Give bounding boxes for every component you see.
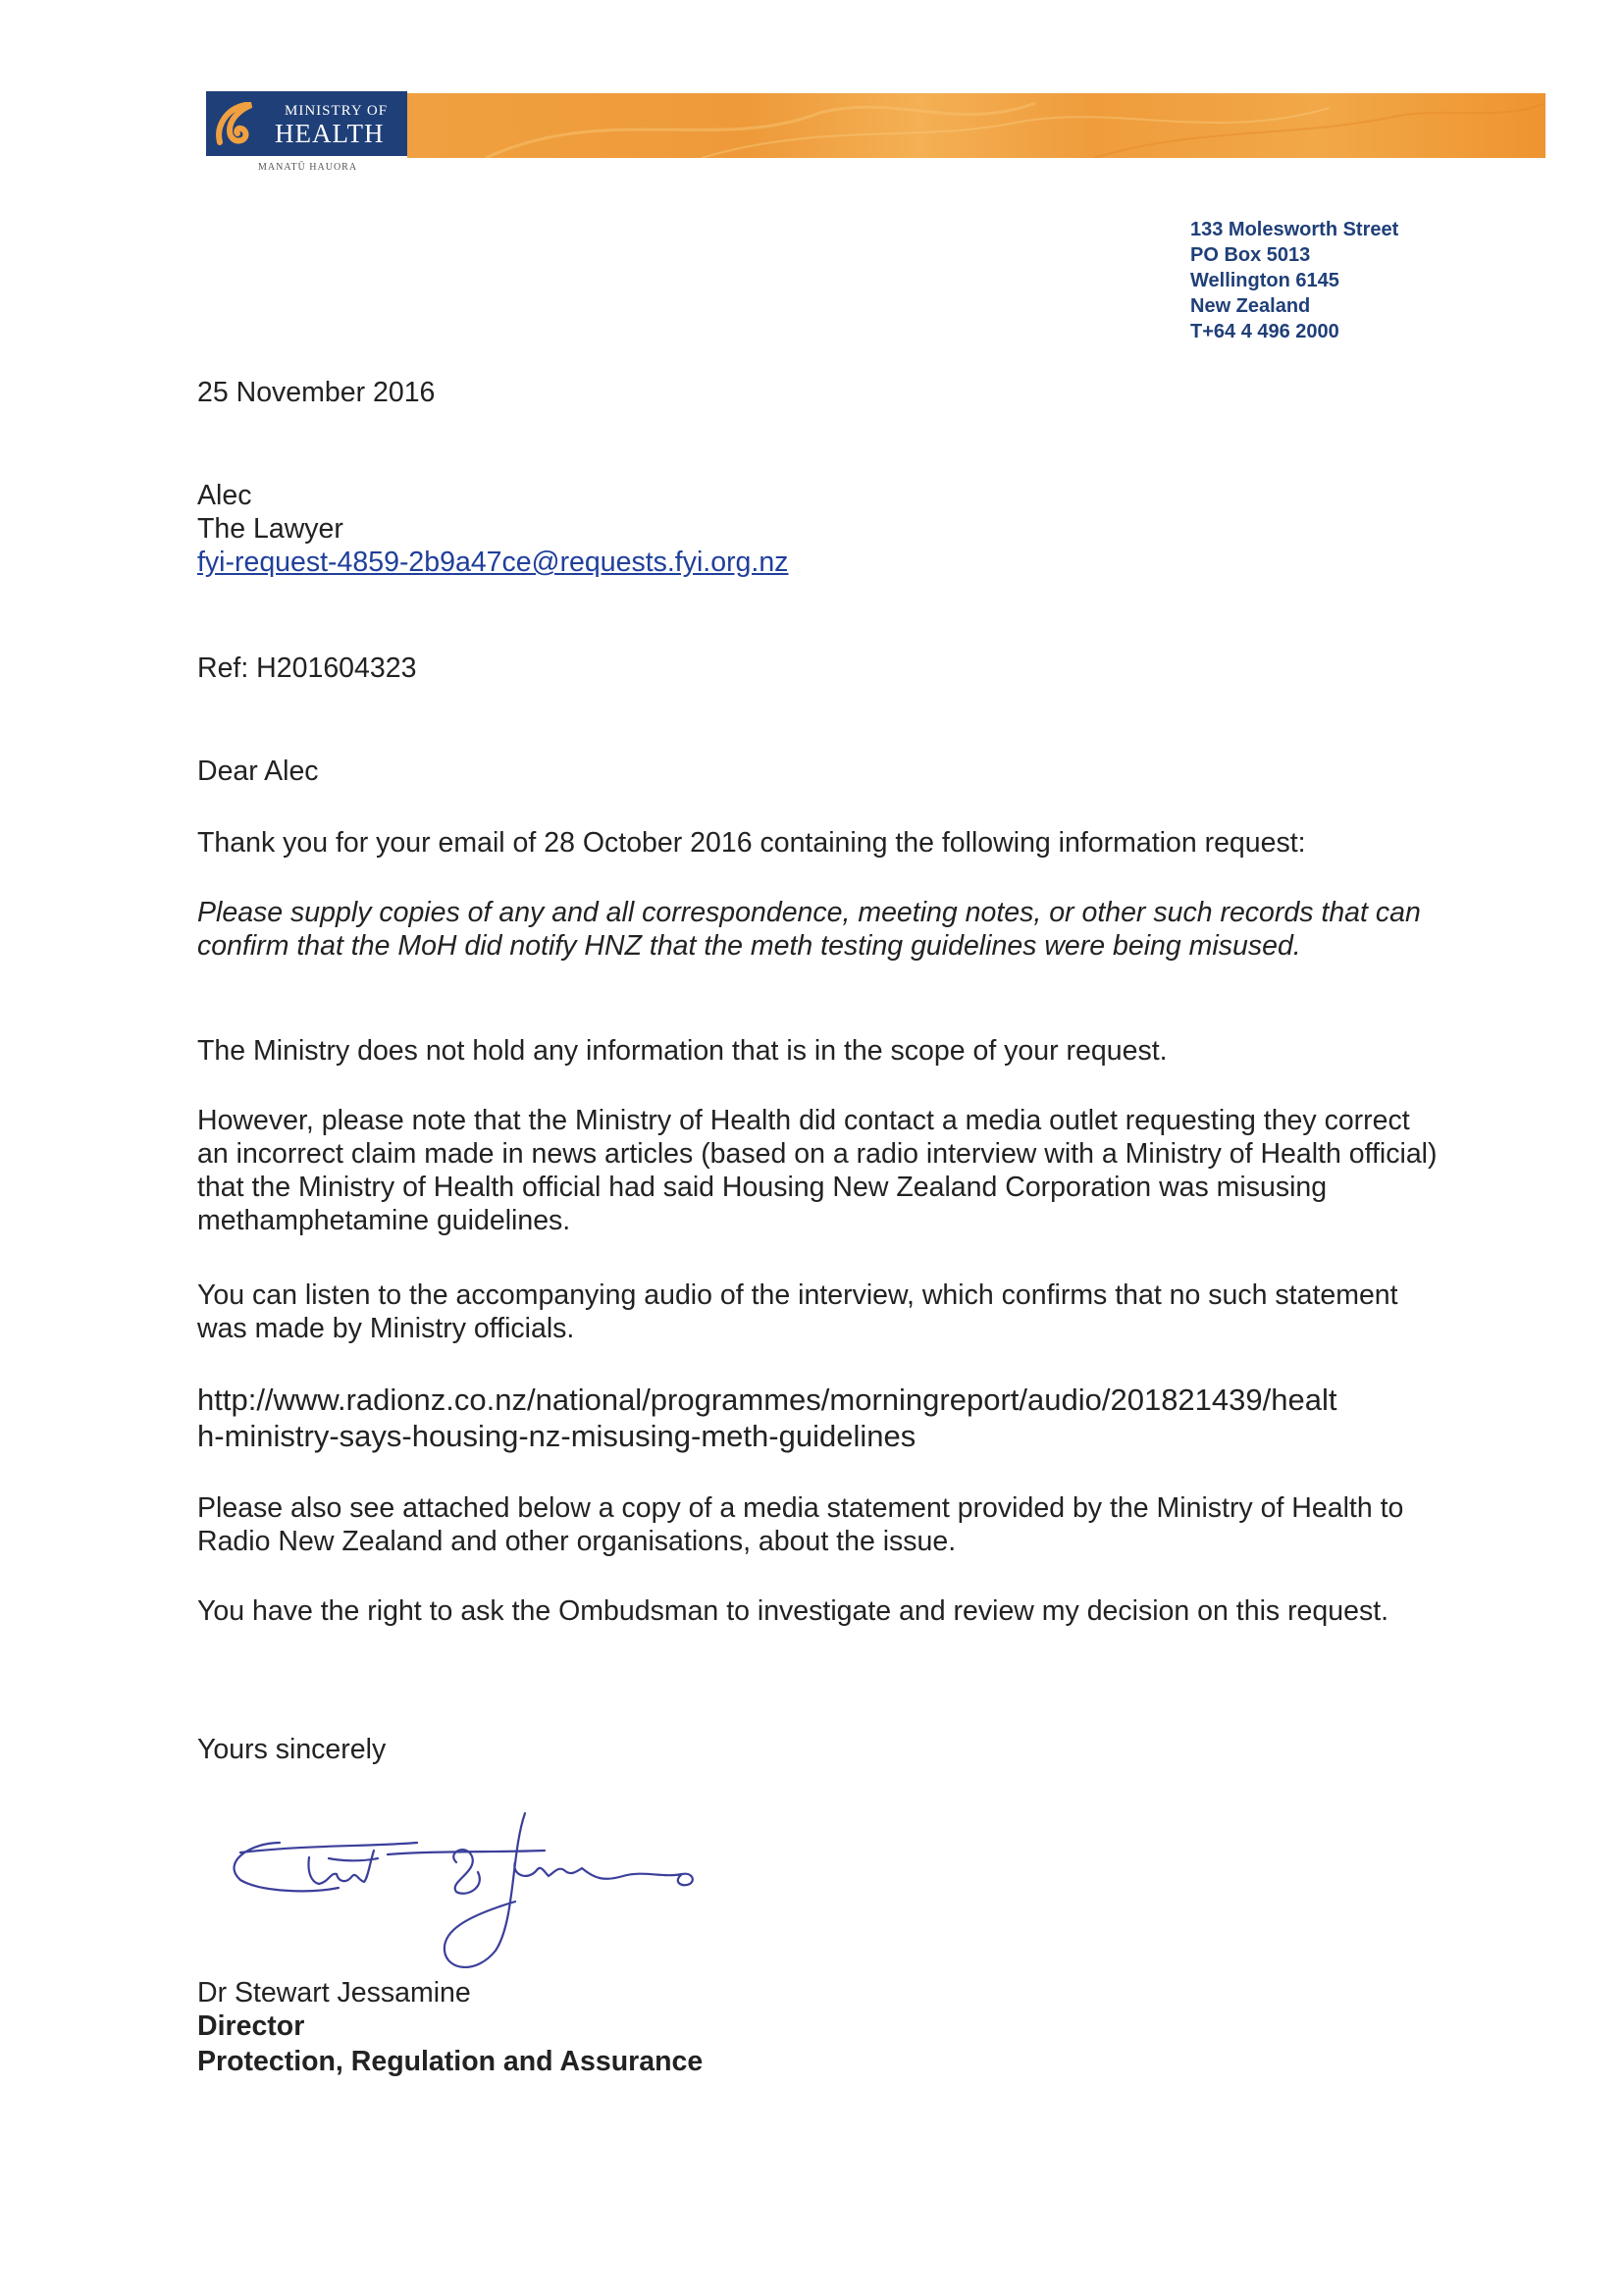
signer-name: Dr Stewart Jessamine (197, 1977, 471, 2009)
banner-pattern-icon (407, 93, 1545, 158)
signer-department: Protection, Regulation and Assurance (197, 2046, 704, 2077)
sender-address (1190, 217, 1398, 344)
paragraph-media-contact: However, please note that the Ministry of Health did contact a media outlet requesting they correct an incorrect claim made in news articles (based on a radio interview with a Ministry of Health official) that the Ministry of Health official had said Housing New Zealand Corporation was misusing methamphetamine guidelines. (197, 1105, 1438, 1236)
quoted-request: Please supply copies of any and all correspondence, meeting notes, or other such records that can confirm that the MoH did notify HNZ that the meth testing guidelines were being misused. (197, 897, 1421, 962)
reference-number: Ref: H201604323 (197, 652, 417, 684)
closing: Yours sincerely (197, 1734, 387, 1765)
signer-title: Director (197, 2010, 305, 2042)
audio-url-line1[interactable]: http://www.radionz.co.nz/national/programmes/morningreport/audio/201821439/healt (197, 1383, 1337, 1417)
address-city: Wellington 6145 (1190, 270, 1339, 291)
salutation: Dear Alec (197, 756, 319, 787)
recipient-name: Alec (197, 480, 252, 511)
logo-subtitle: MANATŪ HAUORA (258, 162, 358, 173)
logo-text-line2: HEALTH (275, 119, 385, 148)
header-banner (407, 93, 1545, 158)
paragraph-intro: Thank you for your email of 28 October 2016 containing the following information request: (197, 827, 1306, 859)
logo-text-line1: MINISTRY OF (285, 103, 389, 119)
letter-date: 25 November 2016 (197, 377, 436, 408)
audio-url-line2[interactable]: h-ministry-says-housing-nz-misusing-meth-guidelines (197, 1419, 916, 1453)
paragraph-media-statement: Please also see attached below a copy of a media statement provided by the Ministry of Health to Radio New Zealand and other organisations, about the issue. (197, 1492, 1404, 1557)
koru-logo-icon (212, 97, 261, 150)
recipient-block (197, 479, 788, 579)
paragraph-ombudsman: You have the right to ask the Ombudsman to investigate and review my decision on this request. (197, 1595, 1389, 1627)
recipient-title: The Lawyer (197, 513, 343, 545)
address-country: New Zealand (1190, 295, 1311, 317)
address-street: 133 Molesworth Street (1190, 219, 1399, 240)
address-po-box: PO Box 5013 (1190, 244, 1311, 266)
paragraph-no-info: The Ministry does not hold any information that is in the scope of your request. (197, 1035, 1168, 1067)
ministry-logo (206, 91, 407, 156)
paragraph-audio: You can listen to the accompanying audio of the interview, which confirms that no such statement was made by Ministry officials. (197, 1279, 1398, 1344)
address-phone: T+64 4 496 2000 (1190, 321, 1339, 342)
recipient-email-link[interactable]: fyi-request-4859-2b9a47ce@requests.fyi.org.nz (197, 547, 789, 578)
handwritten-signature (221, 1803, 770, 2000)
audio-url[interactable] (197, 1382, 1336, 1454)
